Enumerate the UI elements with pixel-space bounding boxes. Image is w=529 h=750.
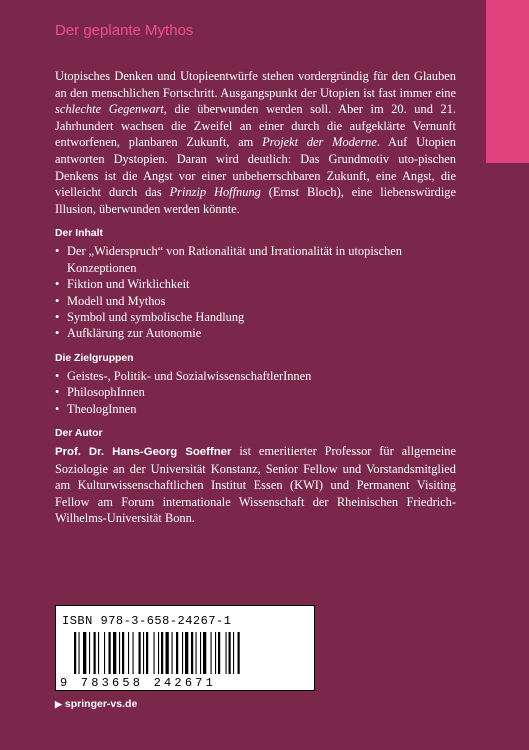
list-item: • TheologInnen [55, 401, 456, 417]
back-cover-content [55, 68, 456, 527]
book-title: Der geplante Mythos [55, 22, 194, 39]
list-item: • Geistes-, Politik- und SozialwissenschaftlerInnen [55, 368, 456, 384]
list-item: • PhilosophInnen [55, 384, 456, 400]
list-item: • Der „Widerspruch“ von Rationalität und Irrationalität in utopischen Konzeptionen [55, 243, 456, 276]
isbn-barcode [55, 605, 315, 691]
publisher-url[interactable]: ▶ springer-vs.de [55, 698, 138, 710]
arrow-right-icon: ▶ [55, 699, 62, 709]
list-item: • Modell und Mythos [55, 293, 456, 309]
barcode-digits: 9 783658 242671 [60, 676, 217, 690]
author-name: Prof. Dr. Hans-Georg Soeffner [55, 446, 232, 458]
isbn-text: ISBN 978-3-658-24267-1 [62, 614, 232, 628]
intro-paragraph: Utopisches Denken und Utopieentwürfe stehen vordergründig für den Glauben an den menschlichen Fortschritt. Ausgangspunkt der Utopien ist fast immer eine schlechte Gegenwart, die überwunden werden soll. Aber im 20. und 21. Jahrhundert wachsen die Zweifel an einer durch die aufgeklärte Vernunft entworfenen, planbaren Zukunft, am Projekt der Moderne. Auf Utopien antworten Dystopien. Daran wird deutlich: Das Grundmotiv uto-pischen Denkens ist die Angst vor einer unbeherrschbaren Zukunft, eine Angst, die vielleicht durch das Prinzip Hoffnung (Ernst Bloch), eine liebenswürdige Illusion, überwunden werden könnte. [55, 69, 456, 216]
inhalt-list [55, 243, 456, 341]
autor-heading: Der Autor [55, 428, 103, 439]
list-item: • Fiktion und Wirklichkeit [55, 276, 456, 292]
barcode-icon [74, 632, 298, 674]
list-item: • Aufklärung zur Autonomie [55, 325, 456, 341]
list-item: • Symbol und symbolische Handlung [55, 309, 456, 325]
inhalt-heading: Der Inhalt [55, 228, 103, 240]
zielgruppen-heading: Die Zielgruppen [55, 352, 134, 364]
author-bio: Prof. Dr. Hans-Georg Soeffner ist emeritierter Professor für allgemeine Soziologie an der Universität Konstanz, Senior Fellow und Vorstandsmitglied am Kulturwissenschaftlichen Institut Essen (KWI) und Permanent Visiting Fellow am Forum internationale Wissenschaft der Rheinischen Friedrich-Wilhelms-Universität Bonn. [55, 444, 456, 526]
zielgruppen-list [55, 368, 456, 417]
accent-tab [486, 0, 529, 163]
